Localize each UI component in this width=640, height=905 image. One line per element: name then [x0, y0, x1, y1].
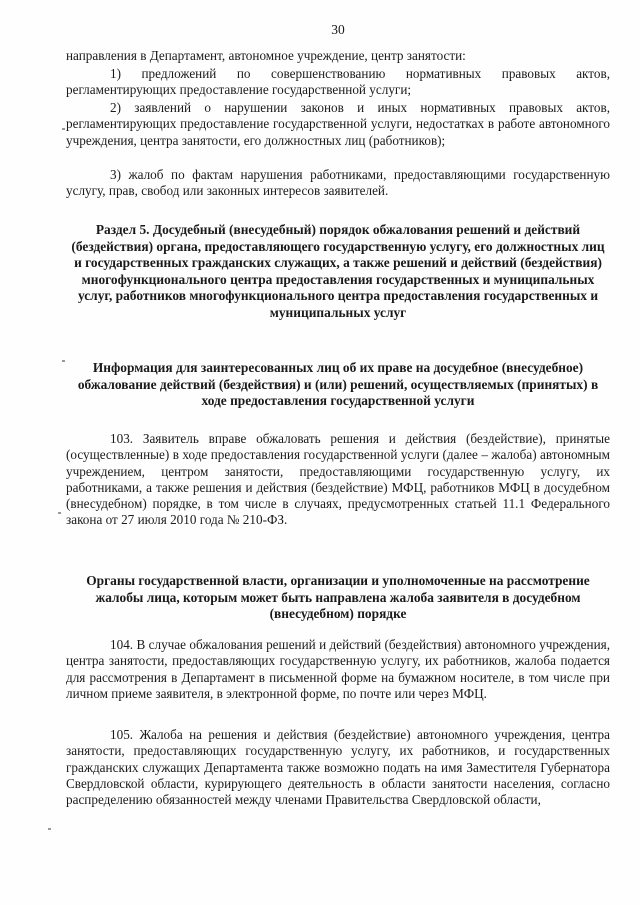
scan-speck [62, 128, 65, 130]
paragraph-105: 105. Жалоба на решения и действия (бездействие) автономного учреждения, центра занятости, предоставляющих государственную услугу, их работников, и государственных гражданских служащих Департамента также возможно подать на имя Заместителя Губернатора Свердловской области, курирующего деятельность в области занятости населения, согласно распределению обязанностей между членами Правительства Свердловской области, [66, 727, 610, 808]
section-5-heading: Раздел 5. Досудебный (внесудебный) порядок обжалования решений и действий (бездействия) органа, предоставляющего государственную услугу, его должностных лиц и государственных гражданских служащих, а также решений и действий (бездействия) многофункционального центра предоставления государственных и муниципальных услуг, работников многофункционального центра предоставления государственных и муниципальных услуг [71, 222, 605, 320]
list-item-2: 2) заявлений о нарушении законов и иных нормативных правовых актов, регламентирующих предоставление государственной услуги, недостатках в работе автономного учреждения, центра занятости, его должностных лиц (работников); [66, 100, 610, 148]
scan-speck [62, 360, 65, 362]
scan-speck [58, 512, 61, 514]
list-item-1: 1) предложений по совершенствованию нормативных правовых актов, регламентирующих предоставление государственной услуги; [66, 66, 610, 98]
scan-speck [48, 828, 51, 830]
subheading-appeal-rights: Информация для заинтересованных лиц об их праве на досудебное (внесудебное) обжалование действий (бездействия) и (или) решений, осуществляемых (принятых) в ходе предоставления государственной услуги [77, 360, 599, 409]
list-item-3: 3) жалоб по фактам нарушения работниками, предоставляющими государственную услугу, прав, свобод или законных интересов заявителей. [66, 167, 610, 199]
paragraph-103: 103. Заявитель вправе обжаловать решения и действия (бездействие), принятые (осуществленные) в ходе предоставления государственной услуги (далее – жалоба) автономным учреждением, центром занятости, предоставляющими государственную услугу, их работниками, а также решения и действия (бездействие) МФЦ, работников МФЦ в досудебном (внесудебном) порядке, в том числе в случаях, предусмотренных статьей 11.1 Федерального закона от 27 июля 2010 года № 210-ФЗ. [66, 431, 610, 528]
subheading-appeal-bodies: Органы государственной власти, организации и уполномоченные на рассмотрение жалобы лица, которым может быть направлена жалоба заявителя в досудебном (внесудебном) порядке [86, 573, 590, 622]
paragraph-104: 104. В случае обжалования решений и действий (бездействия) автономного учреждения, центра занятости, предоставляющих государственную услугу, их работников, жалоба подается для рассмотрения в Департамент в письменной форме на бумажном носителе, в том числе при личном приеме заявителя, в электронной форме, по почте или через МФЦ. [66, 637, 610, 701]
page-number: 30 [331, 22, 345, 37]
intro-text: направления в Департамент, автономное учреждение, центр занятости: [66, 48, 466, 63]
